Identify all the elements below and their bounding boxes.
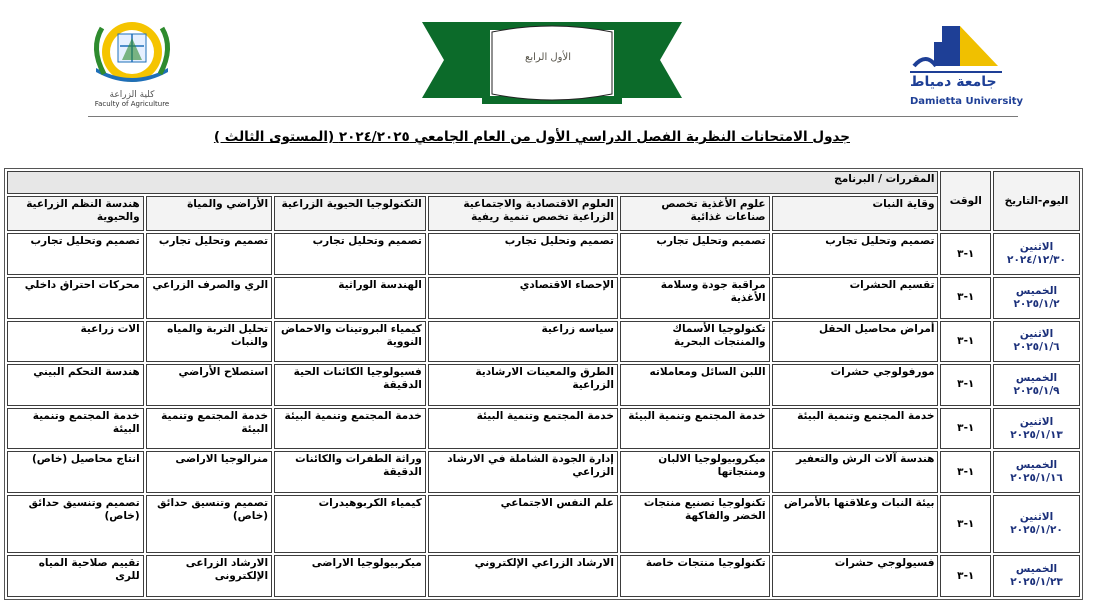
course-cell: فسيولوجيا الكائنات الحية الدقيقة xyxy=(274,364,426,406)
day-date-cell xyxy=(993,233,1080,275)
header-row-programs xyxy=(7,196,1080,231)
time-cell: ١-٣ xyxy=(940,364,991,406)
course-cell: تصميم وتحليل تجارب xyxy=(7,233,144,275)
course-cell: تصميم وتحليل تجارب xyxy=(274,233,426,275)
course-cell: انتاج محاصيل (خاص) xyxy=(7,451,144,493)
exam-date: ٢٠٢٥/١/٢٠ xyxy=(1010,524,1063,537)
university-logo-arabic: جامعة دمياط xyxy=(910,74,997,90)
exam-date: ٢٠٢٤/١٢/٣٠ xyxy=(1007,254,1066,267)
program-group-header: المقررات / البرنامج xyxy=(7,171,938,194)
program-header: علوم الأغذية تخصص صناعات غذائية xyxy=(620,196,770,231)
course-cell: هندسة التحكم البيني xyxy=(7,364,144,406)
day-name: الخميس xyxy=(1015,284,1058,297)
page-title: جدول الامتحانات النظرية الفصل الدراسي الأول من العام الجامعي ٢٠٢٤/٢٠٢٥ (المستوى الثالث ) xyxy=(213,129,850,145)
course-cell: الهندسة الوراثية xyxy=(274,277,426,319)
course-cell: فسيولوجي حشرات xyxy=(772,555,939,597)
course-cell: مورفولوجي حشرات xyxy=(772,364,939,406)
course-cell: الري والصرف الزراعي xyxy=(146,277,272,319)
exam-date: ٢٠٢٥/١/٢٣ xyxy=(1010,576,1063,589)
exam-date: ٢٠٢٥/١/١٦ xyxy=(1010,472,1063,485)
course-cell: ميكربيولوجيا الاراضى xyxy=(274,555,426,597)
course-cell: محركات احتراق داخلي xyxy=(7,277,144,319)
table-row xyxy=(7,495,1080,553)
course-cell: إدارة الجودة الشاملة في الارشاد الزراعي xyxy=(428,451,618,493)
course-cell: تصميم وتنسيق حدائق (خاص) xyxy=(146,495,272,553)
course-cell: تكنولوجيا تصنيع منتجات الخضر والفاكهة xyxy=(620,495,770,553)
day-date-cell xyxy=(993,364,1080,406)
program-header: هندسة النظم الزراعية والحيوية xyxy=(7,196,144,231)
program-header: وقاية النبات xyxy=(772,196,939,231)
faculty-logo xyxy=(82,18,182,110)
course-cell: الإحصاء الاقتصادي xyxy=(428,277,618,319)
course-cell: خدمة المجتمع وتنمية البيئة xyxy=(428,408,618,450)
faculty-logo-arabic: كلية الزراعة xyxy=(109,90,155,100)
course-cell: استصلاح الأراضي xyxy=(146,364,272,406)
university-logo-english: Damietta University xyxy=(910,96,1024,107)
course-cell: علم النفس الاجتماعي xyxy=(428,495,618,553)
course-cell: تقسيم الحشرات xyxy=(772,277,939,319)
table-row xyxy=(7,555,1080,597)
course-cell: تحليل التربة والمياه والنبات xyxy=(146,321,272,363)
course-cell: خدمة المجتمع وتنمية البيئة xyxy=(7,408,144,450)
time-cell: ١-٣ xyxy=(940,321,991,363)
day-date-cell xyxy=(993,321,1080,363)
university-emblem-icon xyxy=(906,22,1006,74)
day-name: الاثنين xyxy=(1019,328,1054,341)
course-cell: تصميم وتحليل تجارب xyxy=(620,233,770,275)
course-cell: خدمة المجتمع وتنمية البيئة xyxy=(274,408,426,450)
course-cell: هندسة آلات الرش والتعفير xyxy=(772,451,939,493)
course-cell: تقييم صلاحية المياه للرى xyxy=(7,555,144,597)
day-name: الخميس xyxy=(1015,563,1058,576)
day-name: الاثنين xyxy=(1019,415,1054,428)
course-cell: سياسه زراعية xyxy=(428,321,618,363)
course-cell: خدمة المجتمع وتنمية البيئة xyxy=(146,408,272,450)
table-row xyxy=(7,277,1080,319)
university-logo xyxy=(906,22,1024,110)
course-cell: اللبن السائل ومعاملاته xyxy=(620,364,770,406)
exam-schedule-table xyxy=(4,168,1083,600)
program-header: العلوم الاقتصادية والاجتماعية الزراعية تخصص تنمية ريفية xyxy=(428,196,618,231)
header-divider xyxy=(88,116,1018,117)
program-header: التكنولوجيا الحيوية الزراعية xyxy=(274,196,426,231)
time-cell: ١-٣ xyxy=(940,408,991,450)
course-cell: كيمياء البروتينات والاحماض النووية xyxy=(274,321,426,363)
day-date-cell xyxy=(993,277,1080,319)
day-name: الاثنين xyxy=(1019,511,1054,524)
exam-date: ٢٠٢٥/١/٦ xyxy=(1013,341,1060,354)
day-name: الخميس xyxy=(1015,371,1058,384)
day-date-header: اليوم-التاريخ xyxy=(993,171,1080,231)
course-cell: تصميم وتحليل تجارب xyxy=(428,233,618,275)
time-header: الوقت xyxy=(940,171,991,231)
day-name: الخميس xyxy=(1015,459,1058,472)
table-row xyxy=(7,321,1080,363)
day-date-cell xyxy=(993,451,1080,493)
time-cell: ١-٣ xyxy=(940,555,991,597)
time-cell: ١-٣ xyxy=(940,451,991,493)
course-cell: ميكروبيولوجيا الالبان ومنتجاتها xyxy=(620,451,770,493)
table-row xyxy=(7,364,1080,406)
course-cell: الارشاد الزراعي الإلكتروني xyxy=(428,555,618,597)
course-cell: تصميم وتنسيق حدائق (خاص) xyxy=(7,495,144,553)
table-row xyxy=(7,451,1080,493)
course-cell: كيمياء الكربوهيدرات xyxy=(274,495,426,553)
faculty-emblem-icon xyxy=(82,18,182,90)
time-cell: ١-٣ xyxy=(940,277,991,319)
course-cell: تكنولوجيا الأسماك والمنتجات البحرية xyxy=(620,321,770,363)
course-cell: خدمة المجتمع وتنمية البيئة xyxy=(620,408,770,450)
course-cell: بيئة النبات وعلاقتها بالأمراض xyxy=(772,495,939,553)
table-row xyxy=(7,233,1080,275)
day-date-cell xyxy=(993,555,1080,597)
time-cell: ١-٣ xyxy=(940,495,991,553)
exam-date: ٢٠٢٥/١/١٣ xyxy=(1010,428,1063,441)
course-cell: منرالوجيا الاراضى xyxy=(146,451,272,493)
course-cell: الطرق والمعينات الارشادية الزراعية xyxy=(428,364,618,406)
day-name: الاثنين xyxy=(1019,241,1054,254)
faculty-logo-english: Faculty of Agriculture xyxy=(94,100,170,108)
course-cell: تصميم وتحليل تجارب xyxy=(772,233,939,275)
exam-date: ٢٠٢٥/١/٢ xyxy=(1013,297,1060,310)
day-date-cell xyxy=(993,408,1080,450)
exam-date: ٢٠٢٥/١/٩ xyxy=(1013,384,1060,397)
program-header: الأراضي والمياة xyxy=(146,196,272,231)
course-cell: الات زراعية xyxy=(7,321,144,363)
header-row-group xyxy=(7,171,1080,194)
course-cell: مراقبة جودة وسلامة الأغذية xyxy=(620,277,770,319)
table-row xyxy=(7,408,1080,450)
course-cell: خدمة المجتمع وتنمية البيئة xyxy=(772,408,939,450)
time-cell: ١-٣ xyxy=(940,233,991,275)
course-cell: الارشاد الزراعى الإلكترونى xyxy=(146,555,272,597)
banner-text: الأول الرابع xyxy=(525,52,571,63)
course-cell: تكنولوجيا منتجات خاصة xyxy=(620,555,770,597)
day-date-cell xyxy=(993,495,1080,553)
course-cell: وراثة الطفرات والكائنات الدقيقة xyxy=(274,451,426,493)
course-cell: أمراض محاصيل الحقل xyxy=(772,321,939,363)
course-cell: تصميم وتحليل تجارب xyxy=(146,233,272,275)
